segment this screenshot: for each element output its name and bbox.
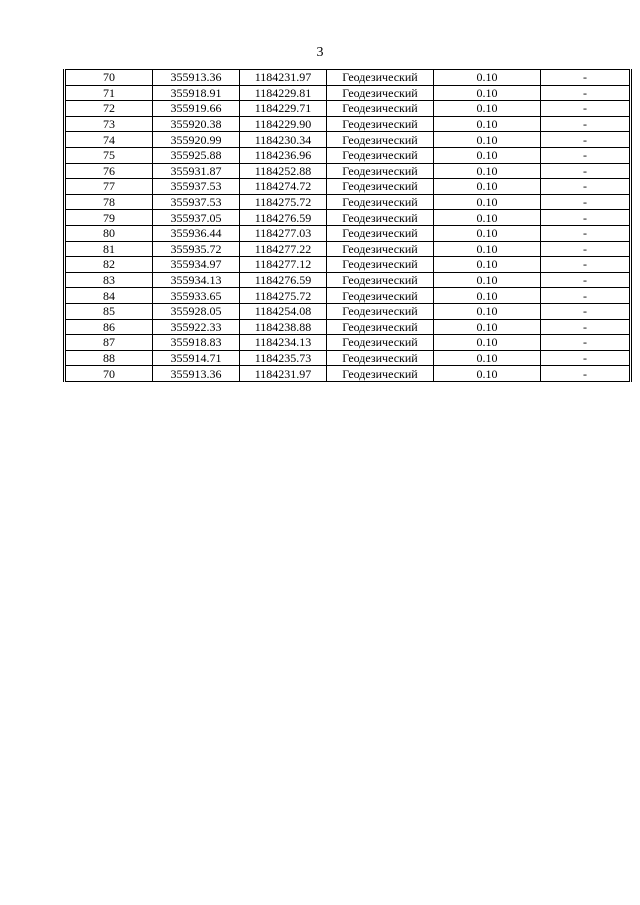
accuracy-cell: 0.10 xyxy=(434,319,541,335)
accuracy-cell: 0.10 xyxy=(434,163,541,179)
y-coordinate-cell: 1184277.12 xyxy=(240,257,327,273)
note-cell: - xyxy=(541,179,631,195)
method-cell: Геодезический xyxy=(327,210,434,226)
method-cell: Геодезический xyxy=(327,366,434,382)
method-cell: Геодезический xyxy=(327,319,434,335)
table-row xyxy=(65,288,631,304)
y-coordinate-cell: 1184277.03 xyxy=(240,225,327,241)
note-cell: - xyxy=(541,303,631,319)
method-cell: Геодезический xyxy=(327,335,434,351)
x-coordinate-cell: 355918.83 xyxy=(153,335,240,351)
x-coordinate-cell: 355928.05 xyxy=(153,303,240,319)
x-coordinate-cell: 355913.36 xyxy=(153,70,240,86)
x-coordinate-cell: 355913.36 xyxy=(153,366,240,382)
point-number-cell: 84 xyxy=(65,288,153,304)
table-row xyxy=(65,85,631,101)
note-cell: - xyxy=(541,319,631,335)
x-coordinate-cell: 355919.66 xyxy=(153,101,240,117)
note-cell: - xyxy=(541,272,631,288)
point-number-cell: 71 xyxy=(65,85,153,101)
point-number-cell: 88 xyxy=(65,350,153,366)
y-coordinate-cell: 1184276.59 xyxy=(240,210,327,226)
method-cell: Геодезический xyxy=(327,163,434,179)
y-coordinate-cell: 1184238.88 xyxy=(240,319,327,335)
note-cell: - xyxy=(541,101,631,117)
point-number-cell: 79 xyxy=(65,210,153,226)
accuracy-cell: 0.10 xyxy=(434,147,541,163)
y-coordinate-cell: 1184234.13 xyxy=(240,335,327,351)
x-coordinate-cell: 355931.87 xyxy=(153,163,240,179)
note-cell: - xyxy=(541,210,631,226)
accuracy-cell: 0.10 xyxy=(434,303,541,319)
x-coordinate-cell: 355934.13 xyxy=(153,272,240,288)
accuracy-cell: 0.10 xyxy=(434,210,541,226)
note-cell: - xyxy=(541,366,631,382)
x-coordinate-cell: 355925.88 xyxy=(153,147,240,163)
y-coordinate-cell: 1184274.72 xyxy=(240,179,327,195)
table-row xyxy=(65,272,631,288)
point-number-cell: 70 xyxy=(65,70,153,86)
point-number-cell: 86 xyxy=(65,319,153,335)
note-cell: - xyxy=(541,194,631,210)
method-cell: Геодезический xyxy=(327,272,434,288)
note-cell: - xyxy=(541,335,631,351)
accuracy-cell: 0.10 xyxy=(434,288,541,304)
y-coordinate-cell: 1184277.22 xyxy=(240,241,327,257)
y-coordinate-cell: 1184254.08 xyxy=(240,303,327,319)
accuracy-cell: 0.10 xyxy=(434,225,541,241)
y-coordinate-cell: 1184252.88 xyxy=(240,163,327,179)
accuracy-cell: 0.10 xyxy=(434,366,541,382)
table-row xyxy=(65,241,631,257)
method-cell: Геодезический xyxy=(327,241,434,257)
method-cell: Геодезический xyxy=(327,179,434,195)
accuracy-cell: 0.10 xyxy=(434,272,541,288)
x-coordinate-cell: 355937.53 xyxy=(153,194,240,210)
point-number-cell: 76 xyxy=(65,163,153,179)
accuracy-cell: 0.10 xyxy=(434,241,541,257)
note-cell: - xyxy=(541,132,631,148)
table-row xyxy=(65,210,631,226)
note-cell: - xyxy=(541,116,631,132)
method-cell: Геодезический xyxy=(327,288,434,304)
note-cell: - xyxy=(541,288,631,304)
note-cell: - xyxy=(541,225,631,241)
accuracy-cell: 0.10 xyxy=(434,132,541,148)
point-number-cell: 75 xyxy=(65,147,153,163)
table-row xyxy=(65,194,631,210)
point-number-cell: 77 xyxy=(65,179,153,195)
x-coordinate-cell: 355918.91 xyxy=(153,85,240,101)
page-number: 3 xyxy=(316,45,324,60)
y-coordinate-cell: 1184275.72 xyxy=(240,194,327,210)
note-cell: - xyxy=(541,163,631,179)
point-number-cell: 74 xyxy=(65,132,153,148)
table-row xyxy=(65,366,631,382)
y-coordinate-cell: 1184236.96 xyxy=(240,147,327,163)
y-coordinate-cell: 1184235.73 xyxy=(240,350,327,366)
note-cell: - xyxy=(541,241,631,257)
x-coordinate-cell: 355922.33 xyxy=(153,319,240,335)
point-number-cell: 70 xyxy=(65,366,153,382)
x-coordinate-cell: 355934.97 xyxy=(153,257,240,273)
y-coordinate-cell: 1184276.59 xyxy=(240,272,327,288)
table-row xyxy=(65,147,631,163)
accuracy-cell: 0.10 xyxy=(434,85,541,101)
accuracy-cell: 0.10 xyxy=(434,70,541,86)
coordinates-table xyxy=(63,69,632,382)
x-coordinate-cell: 355936.44 xyxy=(153,225,240,241)
x-coordinate-cell: 355937.05 xyxy=(153,210,240,226)
table-row xyxy=(65,116,631,132)
x-coordinate-cell: 355920.38 xyxy=(153,116,240,132)
x-coordinate-cell: 355914.71 xyxy=(153,350,240,366)
method-cell: Геодезический xyxy=(327,85,434,101)
coordinates-table-body xyxy=(65,70,631,382)
table-row xyxy=(65,163,631,179)
y-coordinate-cell: 1184231.97 xyxy=(240,70,327,86)
method-cell: Геодезический xyxy=(327,194,434,210)
accuracy-cell: 0.10 xyxy=(434,257,541,273)
note-cell: - xyxy=(541,257,631,273)
y-coordinate-cell: 1184275.72 xyxy=(240,288,327,304)
y-coordinate-cell: 1184229.81 xyxy=(240,85,327,101)
accuracy-cell: 0.10 xyxy=(434,335,541,351)
point-number-cell: 87 xyxy=(65,335,153,351)
note-cell: - xyxy=(541,70,631,86)
method-cell: Геодезический xyxy=(327,303,434,319)
note-cell: - xyxy=(541,85,631,101)
point-number-cell: 72 xyxy=(65,101,153,117)
method-cell: Геодезический xyxy=(327,350,434,366)
accuracy-cell: 0.10 xyxy=(434,350,541,366)
method-cell: Геодезический xyxy=(327,101,434,117)
table-row xyxy=(65,132,631,148)
y-coordinate-cell: 1184230.34 xyxy=(240,132,327,148)
table-row xyxy=(65,257,631,273)
method-cell: Геодезический xyxy=(327,132,434,148)
accuracy-cell: 0.10 xyxy=(434,116,541,132)
accuracy-cell: 0.10 xyxy=(434,101,541,117)
method-cell: Геодезический xyxy=(327,257,434,273)
method-cell: Геодезический xyxy=(327,147,434,163)
x-coordinate-cell: 355920.99 xyxy=(153,132,240,148)
method-cell: Геодезический xyxy=(327,116,434,132)
table-row xyxy=(65,319,631,335)
table-row xyxy=(65,350,631,366)
point-number-cell: 80 xyxy=(65,225,153,241)
point-number-cell: 81 xyxy=(65,241,153,257)
table-row xyxy=(65,335,631,351)
table-row xyxy=(65,303,631,319)
table-row xyxy=(65,101,631,117)
table-row xyxy=(65,225,631,241)
y-coordinate-cell: 1184229.90 xyxy=(240,116,327,132)
x-coordinate-cell: 355935.72 xyxy=(153,241,240,257)
y-coordinate-cell: 1184231.97 xyxy=(240,366,327,382)
note-cell: - xyxy=(541,147,631,163)
point-number-cell: 83 xyxy=(65,272,153,288)
point-number-cell: 85 xyxy=(65,303,153,319)
table-row xyxy=(65,70,631,86)
point-number-cell: 73 xyxy=(65,116,153,132)
point-number-cell: 82 xyxy=(65,257,153,273)
x-coordinate-cell: 355933.65 xyxy=(153,288,240,304)
y-coordinate-cell: 1184229.71 xyxy=(240,101,327,117)
accuracy-cell: 0.10 xyxy=(434,179,541,195)
note-cell: - xyxy=(541,350,631,366)
accuracy-cell: 0.10 xyxy=(434,194,541,210)
point-number-cell: 78 xyxy=(65,194,153,210)
method-cell: Геодезический xyxy=(327,225,434,241)
x-coordinate-cell: 355937.53 xyxy=(153,179,240,195)
method-cell: Геодезический xyxy=(327,70,434,86)
table-row xyxy=(65,179,631,195)
